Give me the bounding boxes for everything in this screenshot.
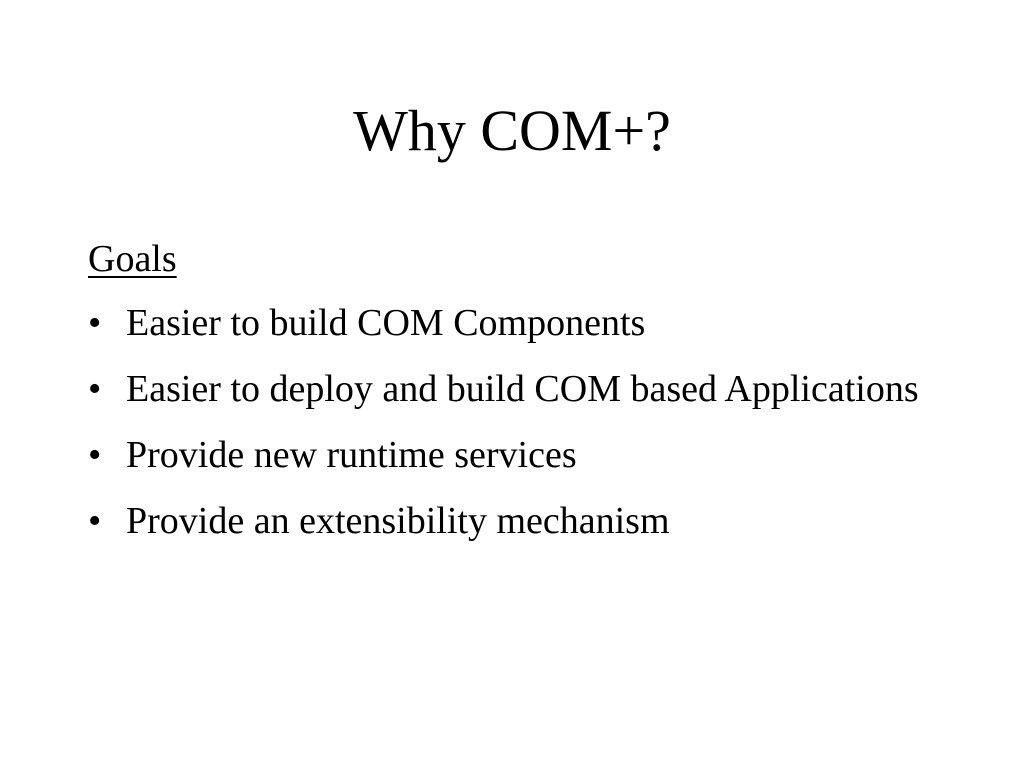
bullet-icon: • <box>88 368 102 410</box>
bullet-text: Provide new runtime services <box>126 434 577 476</box>
goals-heading: Goals <box>88 238 177 280</box>
bullet-list <box>88 296 948 548</box>
bullet-icon: • <box>88 434 102 476</box>
slide-body <box>88 232 948 560</box>
bullet-icon: • <box>88 302 102 344</box>
bullet-item <box>88 428 948 482</box>
bullet-text: Provide an extensibility mechanism <box>126 500 670 542</box>
bullet-item <box>88 296 948 350</box>
slide-title: Why COM+? <box>353 98 671 163</box>
bullet-text: Easier to build COM Components <box>126 302 646 344</box>
bullet-icon: • <box>88 500 102 542</box>
bullet-item <box>88 494 948 548</box>
bullet-text: Easier to deploy and build COM based Applications <box>126 368 919 410</box>
bullet-item <box>88 362 948 416</box>
